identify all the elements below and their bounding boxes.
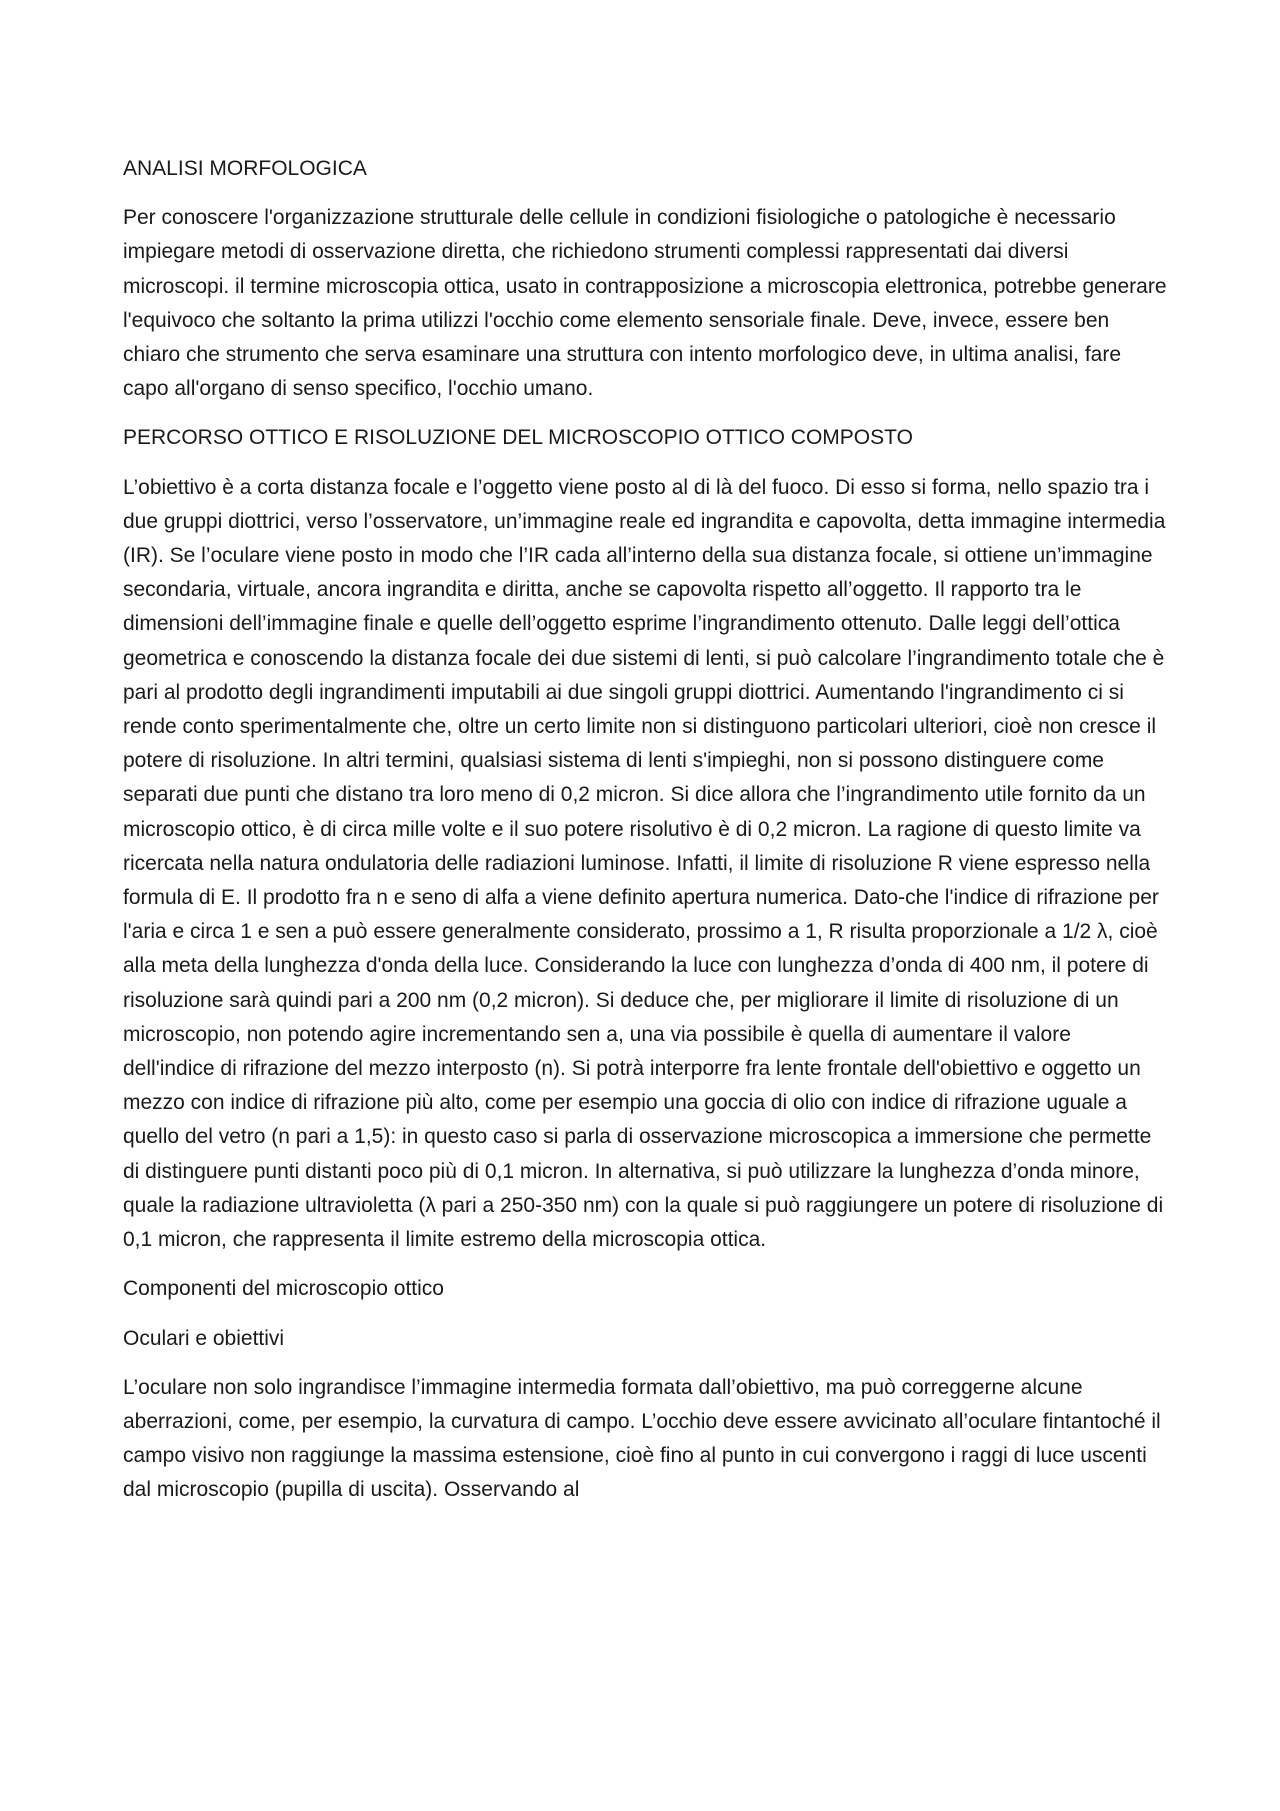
paragraph-oculari-obiettivi: L’oculare non solo ingrandisce l’immagine intermedia formata dall’obiettivo, ma può correggerne alcune aberrazioni, come, per esempio, la curvatura di campo. L’occhio deve essere avvicinato all’oculare fintantoché il campo visivo non raggiunge la massima estensione, cioè fino al punto in cui convergono i raggi di luce uscenti dal microscopio (pupilla di uscita). Osservando al — [123, 1375, 1161, 1502]
paragraph-percorso-ottico: L’obiettivo è a corta distanza focale e l’oggetto viene posto al di là del fuoco. Di esso si forma, nello spazio tra i due gruppi diottrici, verso l’osservatore, un’immagine reale ed ingrandita e capovolta, detta immagine intermedia (IR). Se l’oculare viene posto in modo che l’IR cada all’interno della sua distanza focale, si ottiene un’immagine secondaria, virtuale, ancora ingrandita e diritta, anche se capovolta rispetto all’oggetto. Il rapporto tra le dimensioni dell’immagine finale e quelle dell’oggetto esprime l’ingrandimento ottenuto. Dalle leggi dell’ottica geometrica e conoscendo la distanza focale dei due sistemi di lenti, si può calcolare l’ingrandimento totale che è pari al prodotto degli ingrandimenti imputabili ai due singoli gruppi diottrici. Aumentando l'ingrandimento ci si rende conto sperimentalmente che, oltre un certo limite non si distinguono particolari ulteriori, cioè non cresce il potere di risoluzione. In altri termini, qualsiasi sistema di lenti s'impieghi, non si possono distinguere come separati due punti che distano tra loro meno di 0,2 micron. Si dice allora che l’ingrandimento utile fornito da un microscopio ottico, è di circa mille volte e il suo potere risolutivo è di 0,2 micron. La ragione di questo limite va ricercata nella natura ondulatoria delle radiazioni luminose. Infatti, il limite di risoluzione R viene espresso nella formula di E. Il prodotto fra n e seno di alfa a viene definito apertura numerica. Dato-che l'indice di rifrazione per l'aria e circa 1 e sen a può essere generalmente considerato, prossimo a 1, R risulta proporzionale a 1/2 λ, cioè alla meta della lunghezza d'onda della luce. Considerando la luce con lunghezza d’onda di 400 nm, il potere di risoluzione sarà quindi pari a 200 nm (0,2 micron). Si deduce che, per migliorare il limite di risoluzione di un microscopio, non potendo agire incrementando sen a, una via possibile è quella di aumentare il valore dell'indice di rifrazione del mezzo interposto (n). Si potrà interporre fra lente frontale dell'obiettivo e oggetto un mezzo con indice di rifrazione più alto, come per esempio una goccia di olio con indice di rifrazione uguale a quello del vetro (n pari a 1,5): in questo caso si parla di osservazione microscopica a immersione che permette di distinguere punti distanti poco più di 0,1 micron. In alternativa, si può utilizzare la lunghezza d’onda minore, quale la radiazione ultravioletta (λ pari a 250-350 nm) con la quale si può raggiungere un potere di risoluzione di 0,1 micron, che rappresenta il limite estremo della microscopia ottica. — [123, 475, 1166, 1252]
section-heading-componenti: Componenti del microscopio ottico — [123, 1277, 444, 1301]
section-heading-analisi-morfologica: ANALISI MORFOLOGICA — [123, 157, 367, 180]
section-heading-oculari-obiettivi: Oculari e obiettivi — [123, 1326, 285, 1350]
paragraph-analisi-morfologica: Per conoscere l'organizzazione strutturale delle cellule in condizioni fisiologiche o patologiche è necessario impiegare metodi di osservazione diretta, che richiedono strumenti complessi rappresentati dai diversi microscopi. il termine microscopia ottica, usato in contrapposizione a microscopia elettronica, potrebbe generare l'equivoco che soltanto la prima utilizzi l'occhio come elemento sensoriale finale. Deve, invece, essere ben chiaro che strumento che serva esaminare una struttura con intento morfologico deve, in ultima analisi, fare capo all'organo di senso specifico, l'occhio umano. — [123, 206, 1167, 401]
section-heading-percorso-ottico: PERCORSO OTTICO E RISOLUZIONE DEL MICROSCOPIO OTTICO COMPOSTO — [123, 426, 913, 450]
document-body — [123, 152, 1168, 1523]
